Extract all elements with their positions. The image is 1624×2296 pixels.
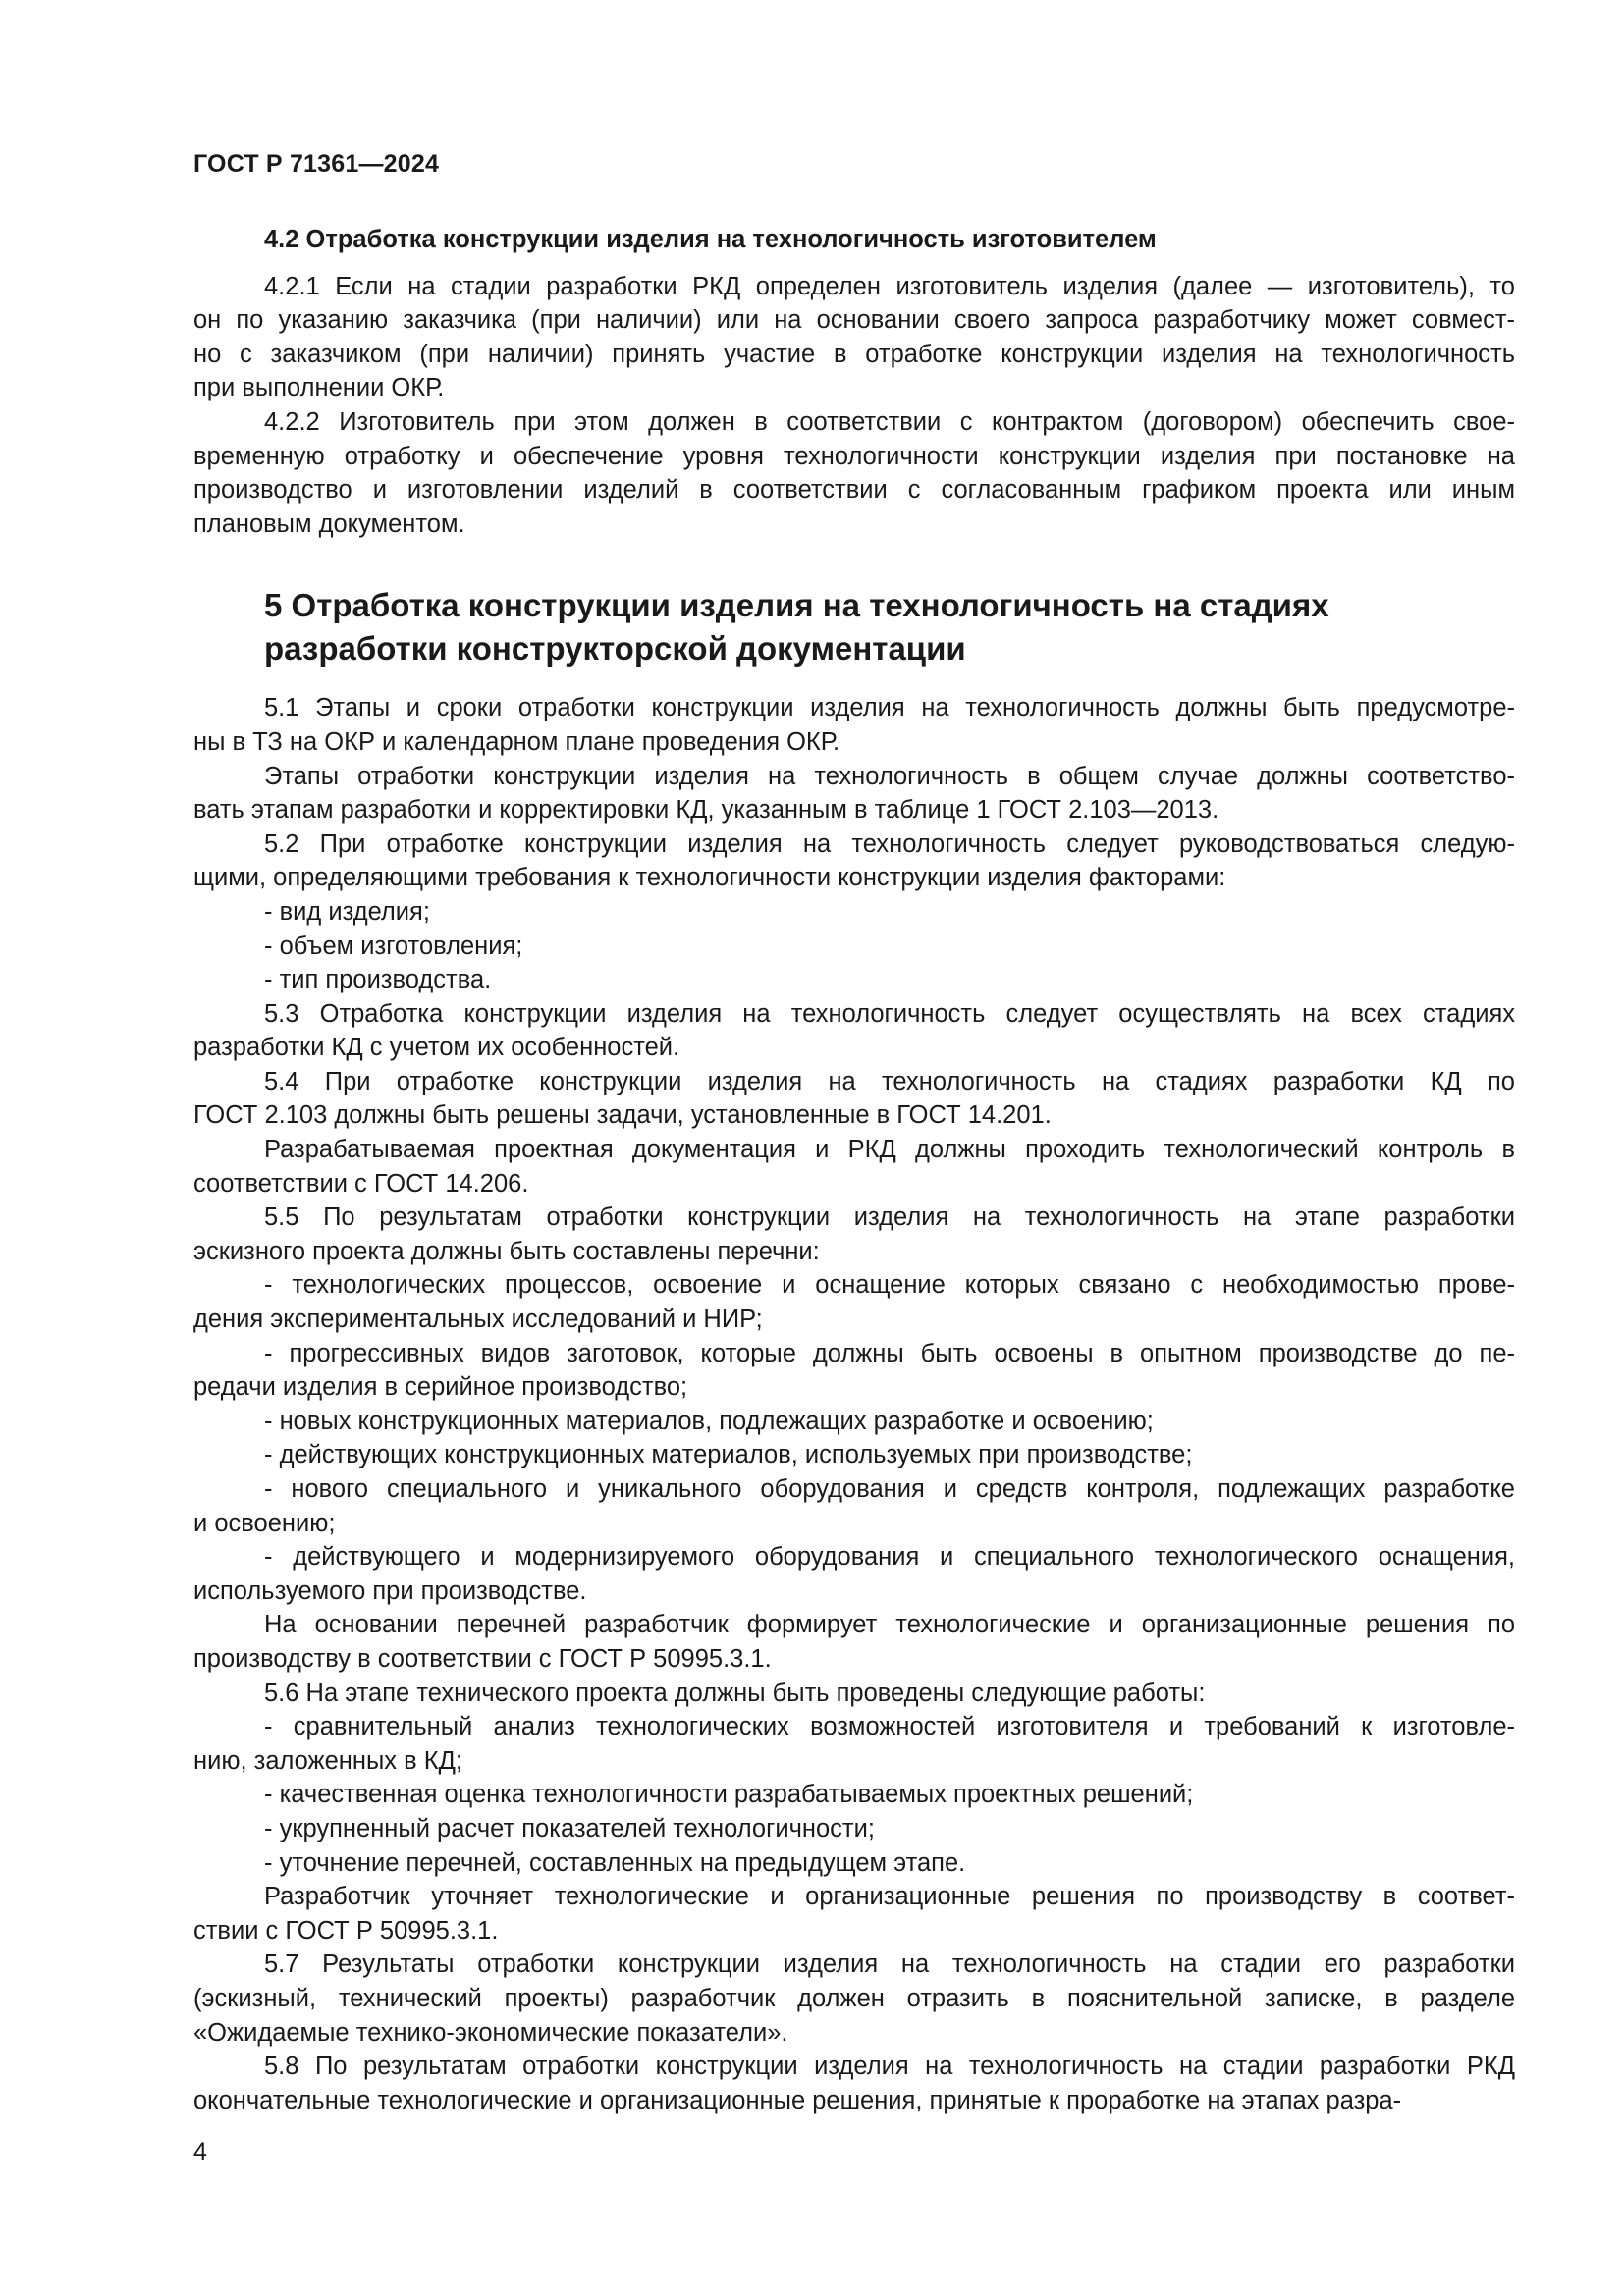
text-line: соответствии с ГОСТ 14.206. [193, 1169, 529, 1198]
text-line: эскизного проекта должны быть составлены перечни: [193, 1237, 820, 1265]
text-line: 5.7 Результаты отработки конструкции изделия на технологичность на стадии его разработки [264, 1950, 1515, 1979]
paragraph-4-2-2 [193, 405, 1515, 541]
text-line: - качественная оценка технологичности разрабатываемых проектных решений; [264, 1781, 1194, 1809]
text-line: - новых конструкционных материалов, подлежащих разработке и освоению; [264, 1407, 1154, 1435]
text-line: - укрупненный расчет показателей технологичности; [264, 1814, 875, 1842]
text-line: при выполнении ОКР. [193, 374, 445, 402]
paragraph [193, 828, 1515, 895]
paragraph [193, 1880, 1515, 1948]
paragraph [193, 2050, 1515, 2117]
text-line: он по указанию заказчика (при наличии) или на основании своего запроса разработчику может совмест- [193, 306, 1515, 335]
text-line: - действующих конструкционных материалов, используемых при производстве; [264, 1441, 1193, 1469]
subsection-4-2-paragraphs [193, 270, 1515, 542]
text-line: редачи изделия в серийное производство; [193, 1373, 688, 1402]
text-line: 4.2.2 Изготовитель при этом должен в соответствии с контрактом (договором) обеспечить свое- [264, 407, 1515, 436]
text-line: - технологических процессов, освоение и оснащение которых связано с необходимостью прове- [264, 1271, 1515, 1300]
text-line: - объем изготовления; [264, 932, 523, 960]
paragraph [193, 997, 1515, 1065]
paragraph [193, 1337, 1515, 1405]
text-line: щими, определяющими требования к технологичности конструкции изделия факторами: [193, 864, 1226, 892]
text-line: Разрабатываемая проектная документация и РКД должны проходить технологический контроль в [264, 1136, 1515, 1164]
paragraph [193, 1201, 1515, 1268]
paragraph [193, 895, 1515, 930]
text-line: но с заказчиком (при наличии) принять участие в отработке конструкции изделия на технологичность [193, 340, 1515, 368]
text-line: разработки КД с учетом их особенностей. [193, 1034, 680, 1062]
text-line: 5.3 Отработка конструкции изделия на технологичность следует осуществлять на всех стадиях [264, 999, 1515, 1028]
paragraph-4-2-1 [193, 270, 1515, 405]
paragraph [193, 1133, 1515, 1201]
paragraph [193, 760, 1515, 828]
text-line: 5.5 По результатам отработки конструкции изделия на технологичность на этапе разработки [264, 1203, 1515, 1232]
paragraph [193, 1065, 1515, 1133]
text-line: временную отработку и обеспечение уровня технологичности конструкции изделия при постановке на [193, 442, 1515, 470]
paragraph [193, 1608, 1515, 1676]
text-line: 5.6 На этапе технического проекта должны быть проведены следующие работы: [264, 1679, 1206, 1707]
text-line: На основании перечней разработчик формирует технологические и организационные решения по [264, 1611, 1515, 1639]
paragraph [193, 1710, 1515, 1778]
paragraph [193, 1540, 1515, 1608]
section-5-title [193, 584, 1515, 670]
text-line: 5.4 При отработке конструкции изделия на технологичность на стадиях разработки КД по [264, 1067, 1515, 1095]
text-line: (эскизный, технический проекты) разработчик должен отразить в пояснительной записке, в разделе [193, 1984, 1515, 2012]
paragraph [193, 1812, 1515, 1846]
text-line: ствии с ГОСТ Р 50995.3.1. [193, 1916, 499, 1945]
paragraph [193, 1268, 1515, 1336]
text-line: нию, заложенных в КД; [193, 1746, 462, 1775]
page-number: 4 [193, 2138, 207, 2165]
text-line: и освоению; [193, 1509, 336, 1537]
text-line: - прогрессивных видов заготовок, которые должны быть освоены в опытном производстве до пе- [264, 1339, 1515, 1367]
text-line: Разработчик уточняет технологические и организационные решения по производству в соответ- [264, 1883, 1515, 1911]
text-line: 5.8 По результатам отработки конструкции изделия на технологичность на стадии разработки РКД [264, 2053, 1515, 2081]
text-line: производству в соответствии с ГОСТ Р 50995.3.1. [193, 1644, 772, 1673]
text-line: 4.2.1 Если на стадии разработки РКД определен изготовитель изделия (далее — изготовитель), то [264, 272, 1515, 300]
text-line: Этапы отработки конструкции изделия на технологичность в общем случае должны соответство- [264, 762, 1515, 790]
text-line: используемого при производстве. [193, 1576, 587, 1605]
paragraph [193, 1472, 1515, 1540]
text-line: - вид изделия; [264, 897, 430, 926]
text-line: - тип производства. [264, 966, 492, 994]
section-5-body [193, 691, 1515, 2117]
text-line: 5.2 При отработке конструкции изделия на технологичность следует руководствоваться следую- [264, 829, 1515, 858]
paragraph [193, 1438, 1515, 1472]
paragraph [193, 1677, 1515, 1711]
text-line: - сравнительный анализ технологических возможностей изготовителя и требований к изготовле- [264, 1713, 1515, 1741]
document-code-header: ГОСТ Р 71361—2024 [193, 150, 440, 178]
text-line: дения экспериментальных исследований и НИР; [193, 1306, 763, 1334]
text-line: 5.1 Этапы и сроки отработки конструкции изделия на технологичность должны быть предусмотре- [264, 694, 1515, 722]
paragraph [193, 1846, 1515, 1881]
section-title-line: 5 Отработка конструкции изделия на технологичность на стадиях [264, 587, 1329, 624]
paragraph [193, 1405, 1515, 1439]
text-line: вать этапам разработки и корректировки КД, указанным в таблице 1 ГОСТ 2.103—2013. [193, 796, 1219, 825]
text-line: производство и изготовлении изделий в соответствии с согласованным графиком проекта или иным [193, 476, 1515, 505]
section-title-line: разработки конструкторской документации [264, 630, 966, 667]
text-line: ны в ТЗ на ОКР и календарном плане проведения ОКР. [193, 727, 840, 756]
text-line: - нового специального и уникального оборудования и средств контроля, подлежащих разработке [264, 1475, 1515, 1503]
paragraph [193, 1948, 1515, 2050]
text-line: плановым документом. [193, 509, 465, 538]
document-body [193, 223, 1515, 2117]
text-line: - уточнение перечней, составленных на предыдущем этапе. [264, 1848, 966, 1877]
text-line: «Ожидаемые технико-экономические показатели». [193, 2018, 788, 2047]
text-line: - действующего и модернизируемого оборудования и специального технологического оснащения, [264, 1543, 1515, 1572]
paragraph [193, 1778, 1515, 1812]
paragraph [193, 691, 1515, 759]
text-line: ГОСТ 2.103 должны быть решены задачи, установленные в ГОСТ 14.201. [193, 1101, 1052, 1130]
paragraph [193, 963, 1515, 997]
subsection-4-2-title: 4.2 Отработка конструкции изделия на технологичность изготовителем [264, 226, 1157, 253]
text-line: окончательные технологические и организационные решения, принятые к проработке на этапах разра- [193, 2086, 1402, 2114]
paragraph [193, 930, 1515, 964]
